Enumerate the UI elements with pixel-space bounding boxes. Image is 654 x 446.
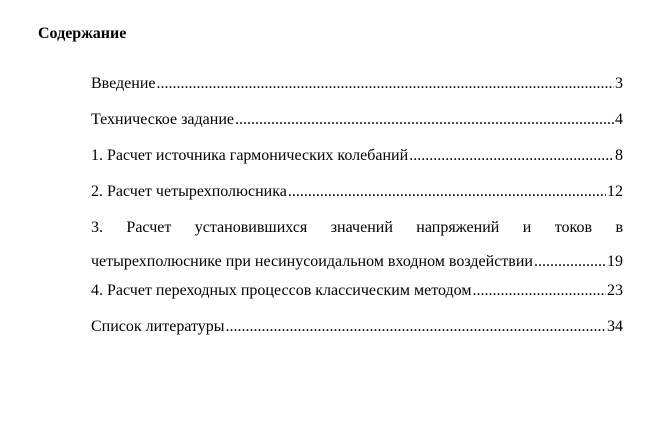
toc-entry-label: 1. Расчет источника гармонических колебаний [91, 147, 409, 164]
dot-leader [409, 147, 614, 165]
dot-leader [472, 282, 606, 300]
toc-entry-section-4 [91, 282, 623, 318]
dot-leader [534, 253, 606, 271]
toc-page-number: 3 [615, 75, 623, 92]
dot-leader [235, 111, 614, 129]
toc-page-number: 19 [607, 253, 623, 270]
toc-entry-label: 2. Расчет четырехполюсника [91, 183, 287, 200]
toc-title: Содержание [38, 25, 127, 42]
toc-page-number: 23 [607, 282, 623, 299]
toc-entry-label-line1: 3. Расчет установившихся значений напряжений и токов в [91, 219, 623, 236]
toc-entry-technical-task [91, 111, 623, 147]
dot-leader [288, 183, 606, 201]
toc-entry-label: Введение [91, 75, 156, 92]
dot-leader [226, 318, 606, 336]
toc-page-number: 8 [615, 147, 623, 164]
toc-entry-label: Список литературы [91, 318, 225, 335]
toc-entry-label: Техническое задание [91, 111, 234, 128]
toc-entry-bibliography [91, 318, 623, 354]
toc-entry-line2 [91, 253, 623, 271]
toc-page-number: 12 [607, 183, 623, 200]
toc-entry-label: 4. Расчет переходных процессов классическим методом [91, 282, 472, 299]
toc-entry-label-line2: четырехполюснике при несинусоидальном входном воздействии [91, 253, 533, 270]
dot-leader [157, 75, 615, 93]
toc-entry-section-1 [91, 147, 623, 183]
toc-list [91, 75, 623, 354]
toc-page-number: 4 [615, 111, 623, 128]
toc-entry-section-2 [91, 183, 623, 219]
toc-entry-section-3 [91, 219, 623, 271]
toc-page-number: 34 [607, 318, 623, 335]
toc-entry-introduction [91, 75, 623, 111]
